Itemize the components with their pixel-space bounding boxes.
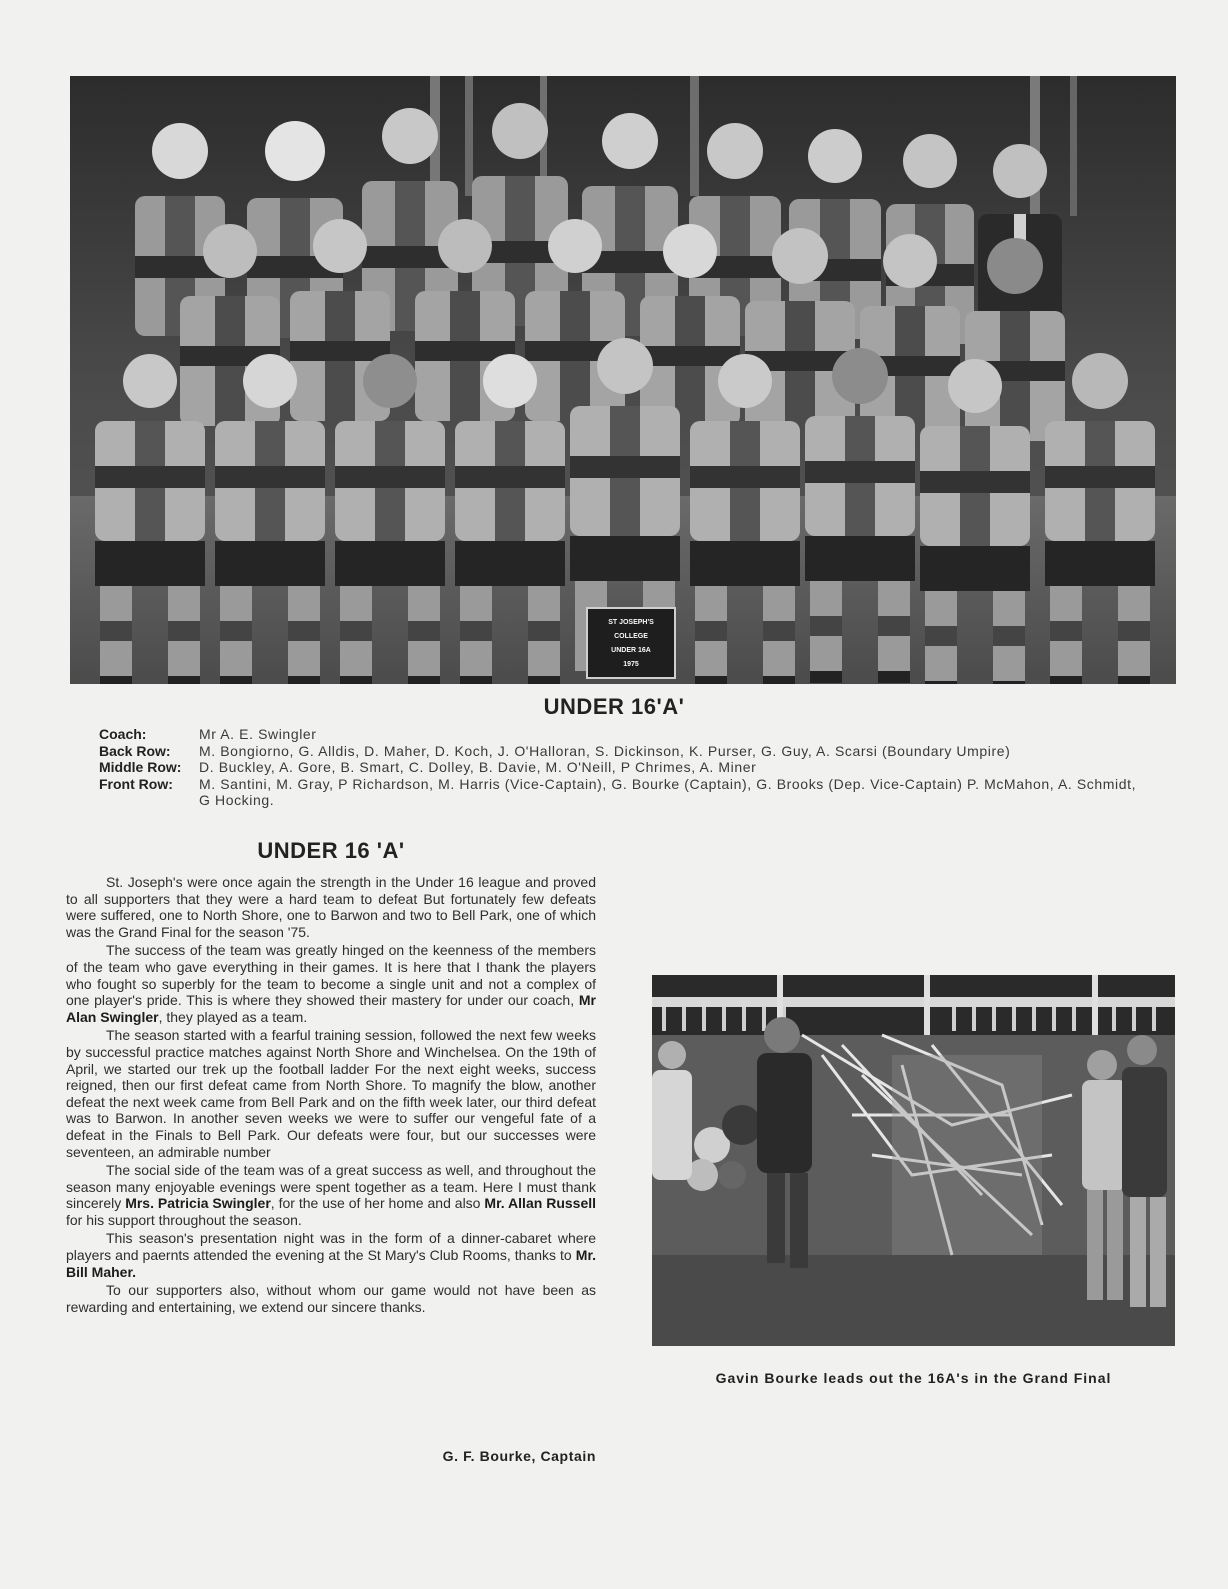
article-body [66,874,596,1317]
photo-caption: Gavin Bourke leads out the 16A's in the Grand Final [715,1370,1112,1386]
article-heading: UNDER 16 'A' [257,838,405,863]
roster-label: Front Row: [99,775,173,792]
roster-row-middle [99,759,1151,776]
sign-line: ST JOSEPH'S [608,619,654,626]
roster-value: D. Buckley, A. Gore, B. Smart, C. Dolley, B. Davie, M. O'Neill, P Chrimes, A. Miner [199,759,757,775]
sign-line: 1975 [623,661,639,668]
article-paragraph: The social side of the team was of a great success as well, and throughout the season many enjoyable evenings were spent together as a team. Here I must thank sincerely Mrs. Patricia Swingler, for the use of her home and also Mr. Allan Russell for his support throughout the season. [66,1162,597,1228]
team-sign [587,608,675,678]
grand-final-photograph [652,975,1175,1346]
roster-row-back [99,743,1151,760]
roster-value: M. Santini, M. Gray, P Richardson, M. Harris (Vice-Captain), G. Bourke (Captain), G. Brooks (Dep. Vice-Captain) P. McMahon, A. Schmidt, G Hocking. [199,775,1137,808]
caption-heading: UNDER 16'A' [543,694,685,719]
roster-label: Coach: [99,726,147,742]
team-roster [99,726,1151,809]
roster-value: Mr A. E. Swingler [199,726,317,742]
article-signature: G. F. Bourke, Captain [442,1448,596,1464]
sign-line: UNDER 16A [611,647,651,654]
roster-label: Middle Row: [99,759,182,775]
article-paragraph: The success of the team was greatly hinged on the keenness of the members of the team who gave everything in their games. It is here that I thank the players who fought so superbly for the team to become a single unit and not a complex of one player's pride. This is where they showed their mastery for under our coach, Mr Alan Swingler, they played as a team. [66,942,596,1025]
article-paragraph: The season started with a fearful training session, followed the next few weeks by successful practice matches against North Shore and Winchelsea. On the 19th of April, we started our trek up the football ladder For the next eight weeks, success reigned, then our first defeat came from North Shore. To magnify the blow, another defeat the next week came from Bell Park and on the fifth week later, our third defeat was to Barwon. In another seven weeks we were to suffer our vengeful fate of a defeat in the Finals to Bell Park. Our defeats were four, but our successes were seventeen, an admirable number [66,1027,596,1160]
roster-row-front [99,776,1151,809]
article-paragraph: This season's presentation night was in the form of a dinner-cabaret where players and paernts attended the evening at the St Mary's Club Rooms, thanks to Mr. Bill Maher. [66,1230,597,1280]
roster-value: M. Bongiorno, G. Alldis, D. Maher, D. Koch, J. O'Halloran, S. Dickinson, K. Purser, G. Guy, A. Scarsi (Boundary Umpire) [199,742,1011,759]
article-paragraph: St. Joseph's were once again the strength in the Under 16 league and proved to all supporters that they were a hard team to defeat But fortunately few defeats were suffered, one to North Shore, one to Barwon and two to Bell Park, one of which was the Grand Final for the season '75. [66,874,596,940]
sign-line: COLLEGE [614,633,648,640]
team-photograph [70,76,1176,684]
roster-label: Back Row: [99,742,171,759]
article-paragraph: To our supporters also, without whom our game would not have been as rewarding and entertaining, we extend our sincere thanks. [66,1282,596,1315]
roster-row-coach [99,726,1151,743]
